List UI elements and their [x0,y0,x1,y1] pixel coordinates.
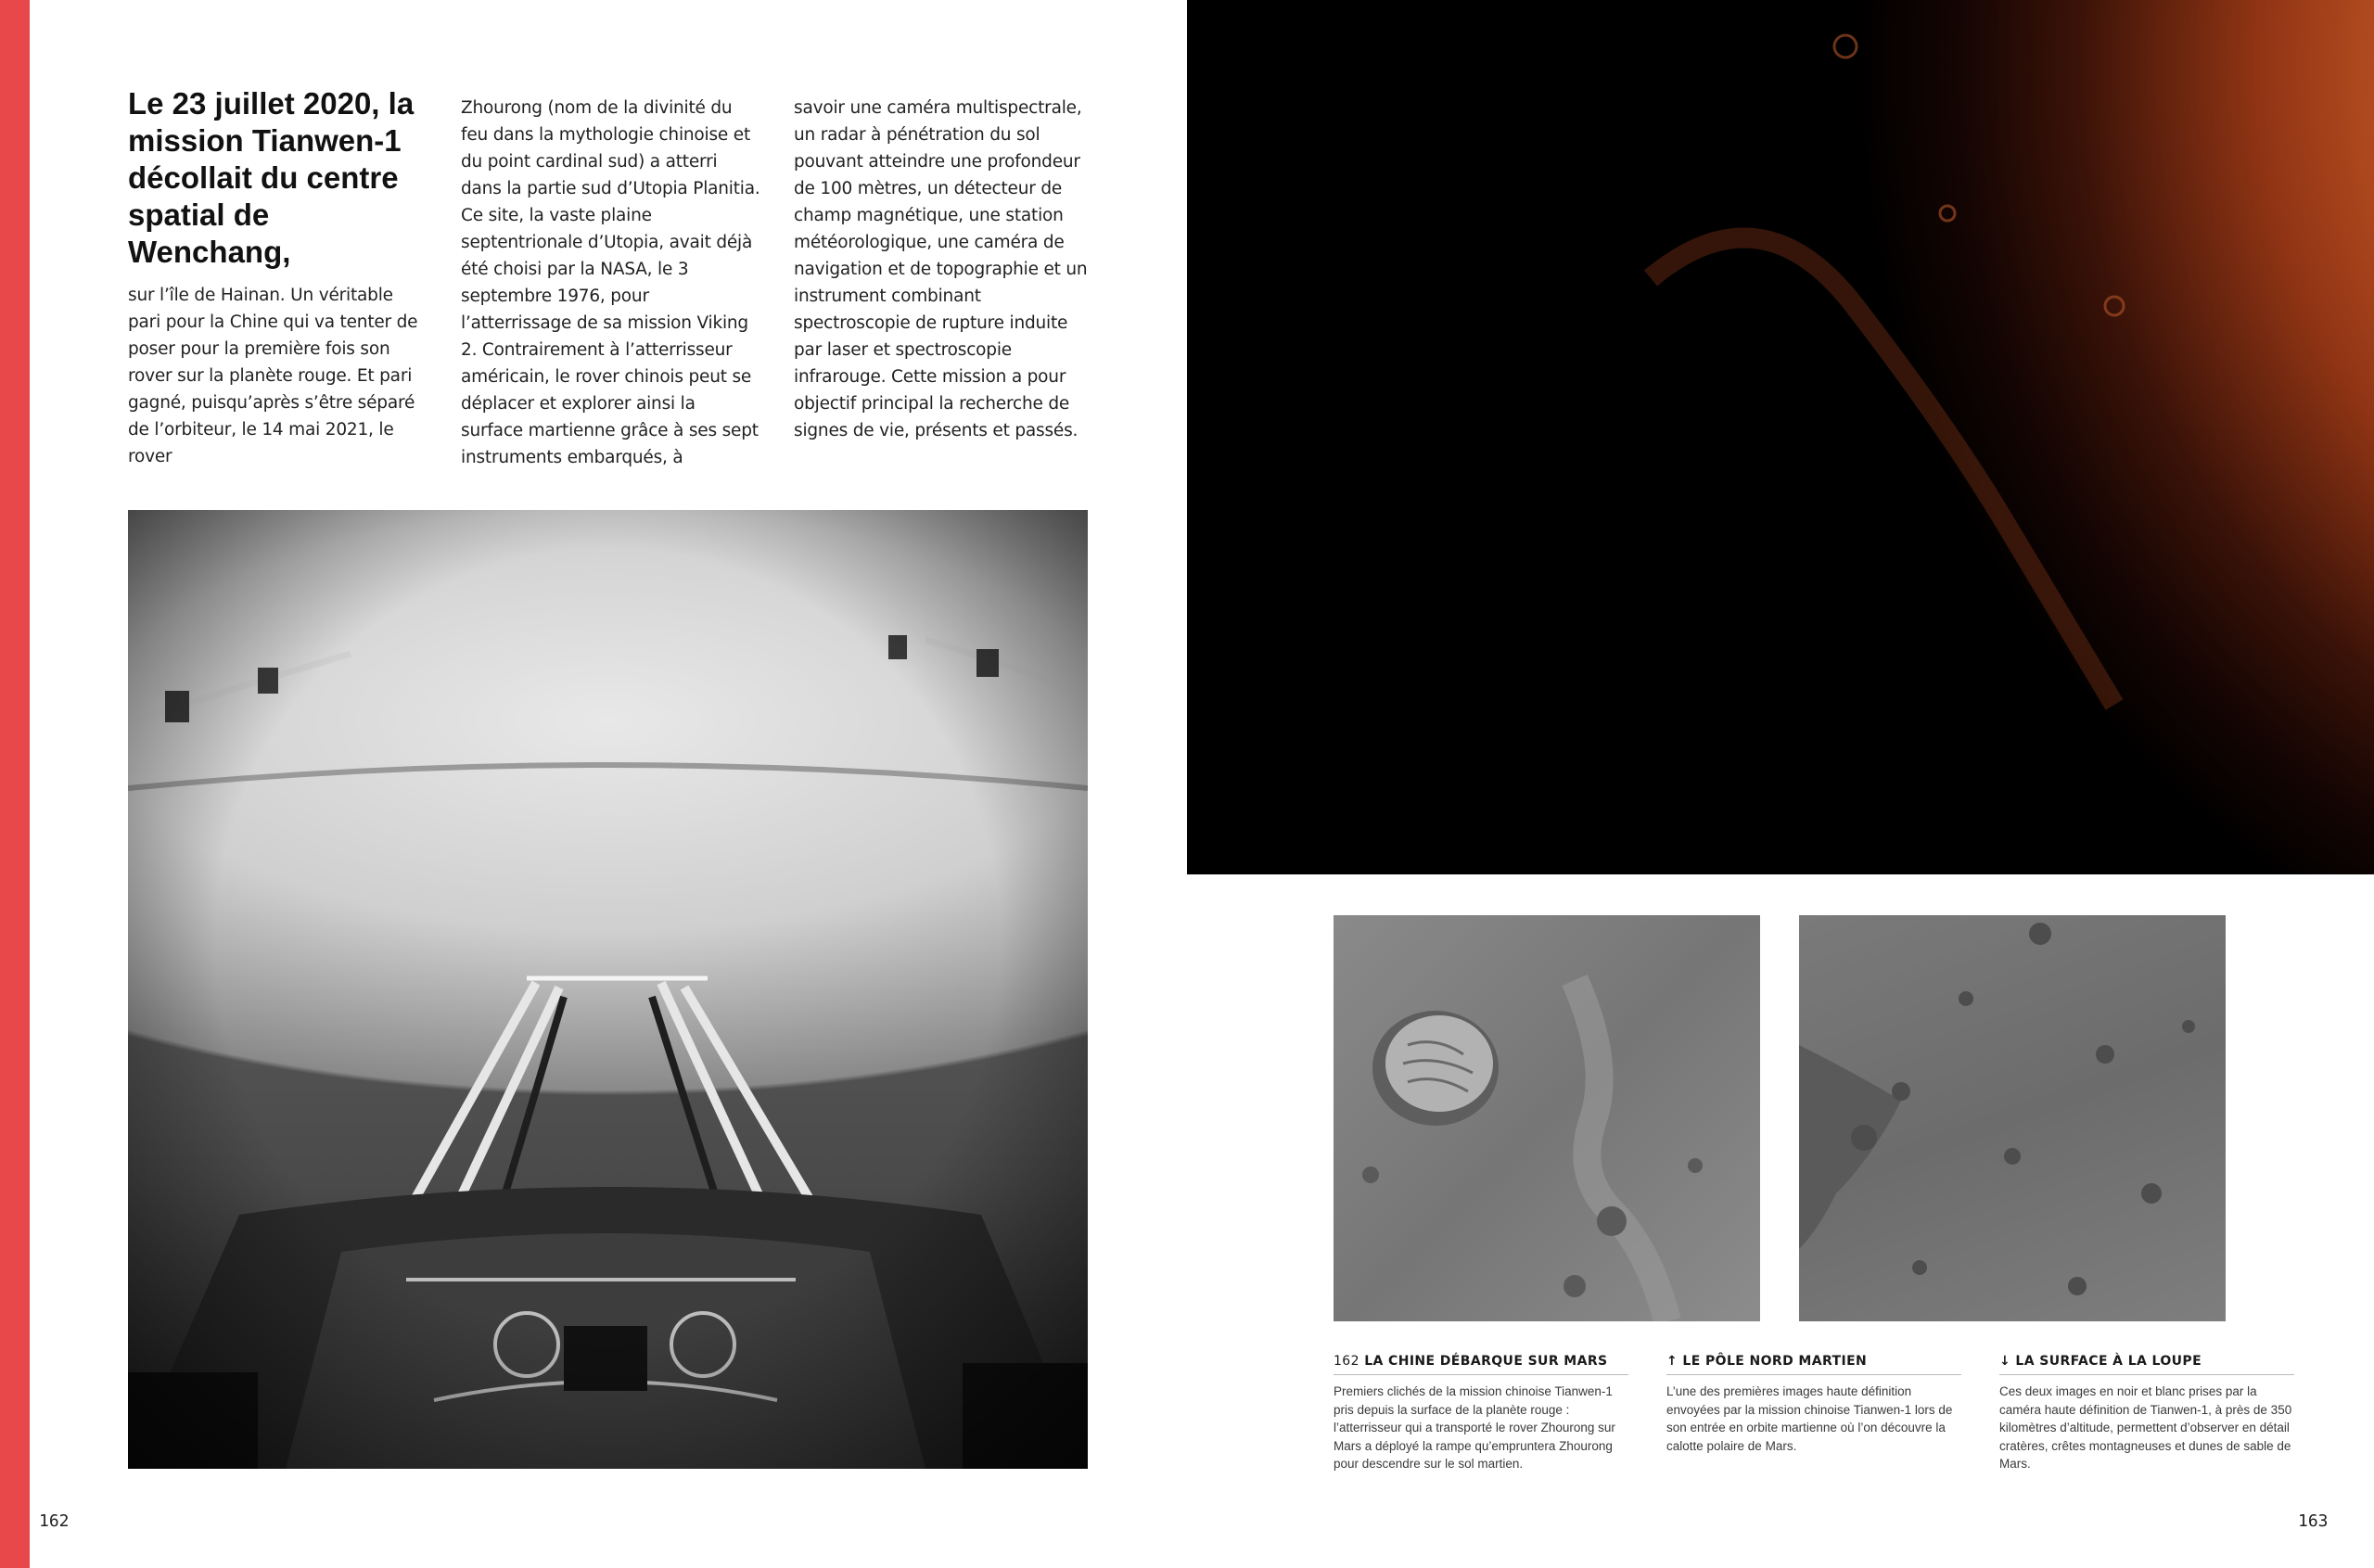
caption-heading: LA SURFACE À LA LOUPE [2015,1354,2202,1369]
caption-north-pole [1666,1354,1961,1455]
caption-title [1999,1354,2294,1375]
body-column-1: sur l’île de Hainan. Un véritable pari pour la Chine qui va tenter de poser pour la première fois son rover sur la planète rouge. Et pari gagné, puisqu’après s’être séparé de l’orbiteur, le 14 mai 2021, le rover [128,286,418,466]
headline: Le 23 juillet 2020, la mission Tianwen-1 décollait du centre spatial de Wenchang, [128,86,415,269]
body-column-2: Zhourong (nom de la divinité du feu dans la mythologie chinoise et du point cardinal sud) a atterri dans la partie sud d’Utopia Planitia. Ce site, la vaste plaine septentrionale d’Utopia, avait déjà été choisi par la NASA, le 3 septembre 1976, pour l’atterrissage de sa mission Viking 2. Contrairement à l’atterrisseur américain, le rover chinois peut se déplacer et explorer ainsi la surface martienne grâce à ses sept instruments embarqués, à [461,98,760,467]
mars-north-pole-photo [1187,0,2374,874]
caption-body: Ces deux images en noir et blanc prises par la caméra haute définition de Tianwen-1, à près de 350 kilomètres d’altitude, permettent d’observer en détail cratères, crêtes montagneuses et dunes de sable de Mars. [1999,1384,2292,1472]
caption-title [1666,1354,1961,1375]
caption-number: 162 [1334,1354,1359,1369]
caption-body: L’une des premières images haute définition envoyées par la mission chinoise Tianwen-1 lors de son entrée en orbite martienne où l’on découvre la calotte polaire de Mars. [1666,1384,1953,1453]
caption-surface [1999,1354,2294,1473]
arrow-down-icon: ↓ [1999,1354,2011,1369]
arrow-up-icon: ↑ [1666,1354,1678,1369]
caption-body: Premiers clichés de la mission chinoise Tianwen-1 pris depuis la surface de la planète rouge : l’atterrisseur qui a transporté le rover Zhourong sur Mars a déployé la rampe qu’empruntera Zhourong pour descendre sur le sol martien. [1334,1384,1615,1472]
caption-title [1334,1354,1628,1375]
page-number-left: 162 [39,1511,70,1531]
page-number-right: 163 [2298,1511,2329,1531]
caption-heading: LE PÔLE NORD MARTIEN [1682,1354,1868,1369]
caption-landing [1334,1354,1628,1473]
surface-closeup-photo [1799,915,2226,1321]
crater-closeup-photo [1334,915,1760,1321]
accent-strip [0,0,30,1568]
rover-landing-photo [128,510,1088,1469]
body-column-3: savoir une caméra multispectrale, un radar à pénétration du sol pouvant atteindre une profondeur de 100 mètres, un détecteur de champ magnétique, une station météorologique, une caméra de navigation et de topographie et un instrument combinant spectroscopie de rupture induite par laser et spectroscopie infrarouge. Cette mission a pour objectif principal la recherche de signes de vie, présents et passés. [794,98,1088,440]
caption-heading: LA CHINE DÉBARQUE SUR MARS [1364,1354,1608,1369]
